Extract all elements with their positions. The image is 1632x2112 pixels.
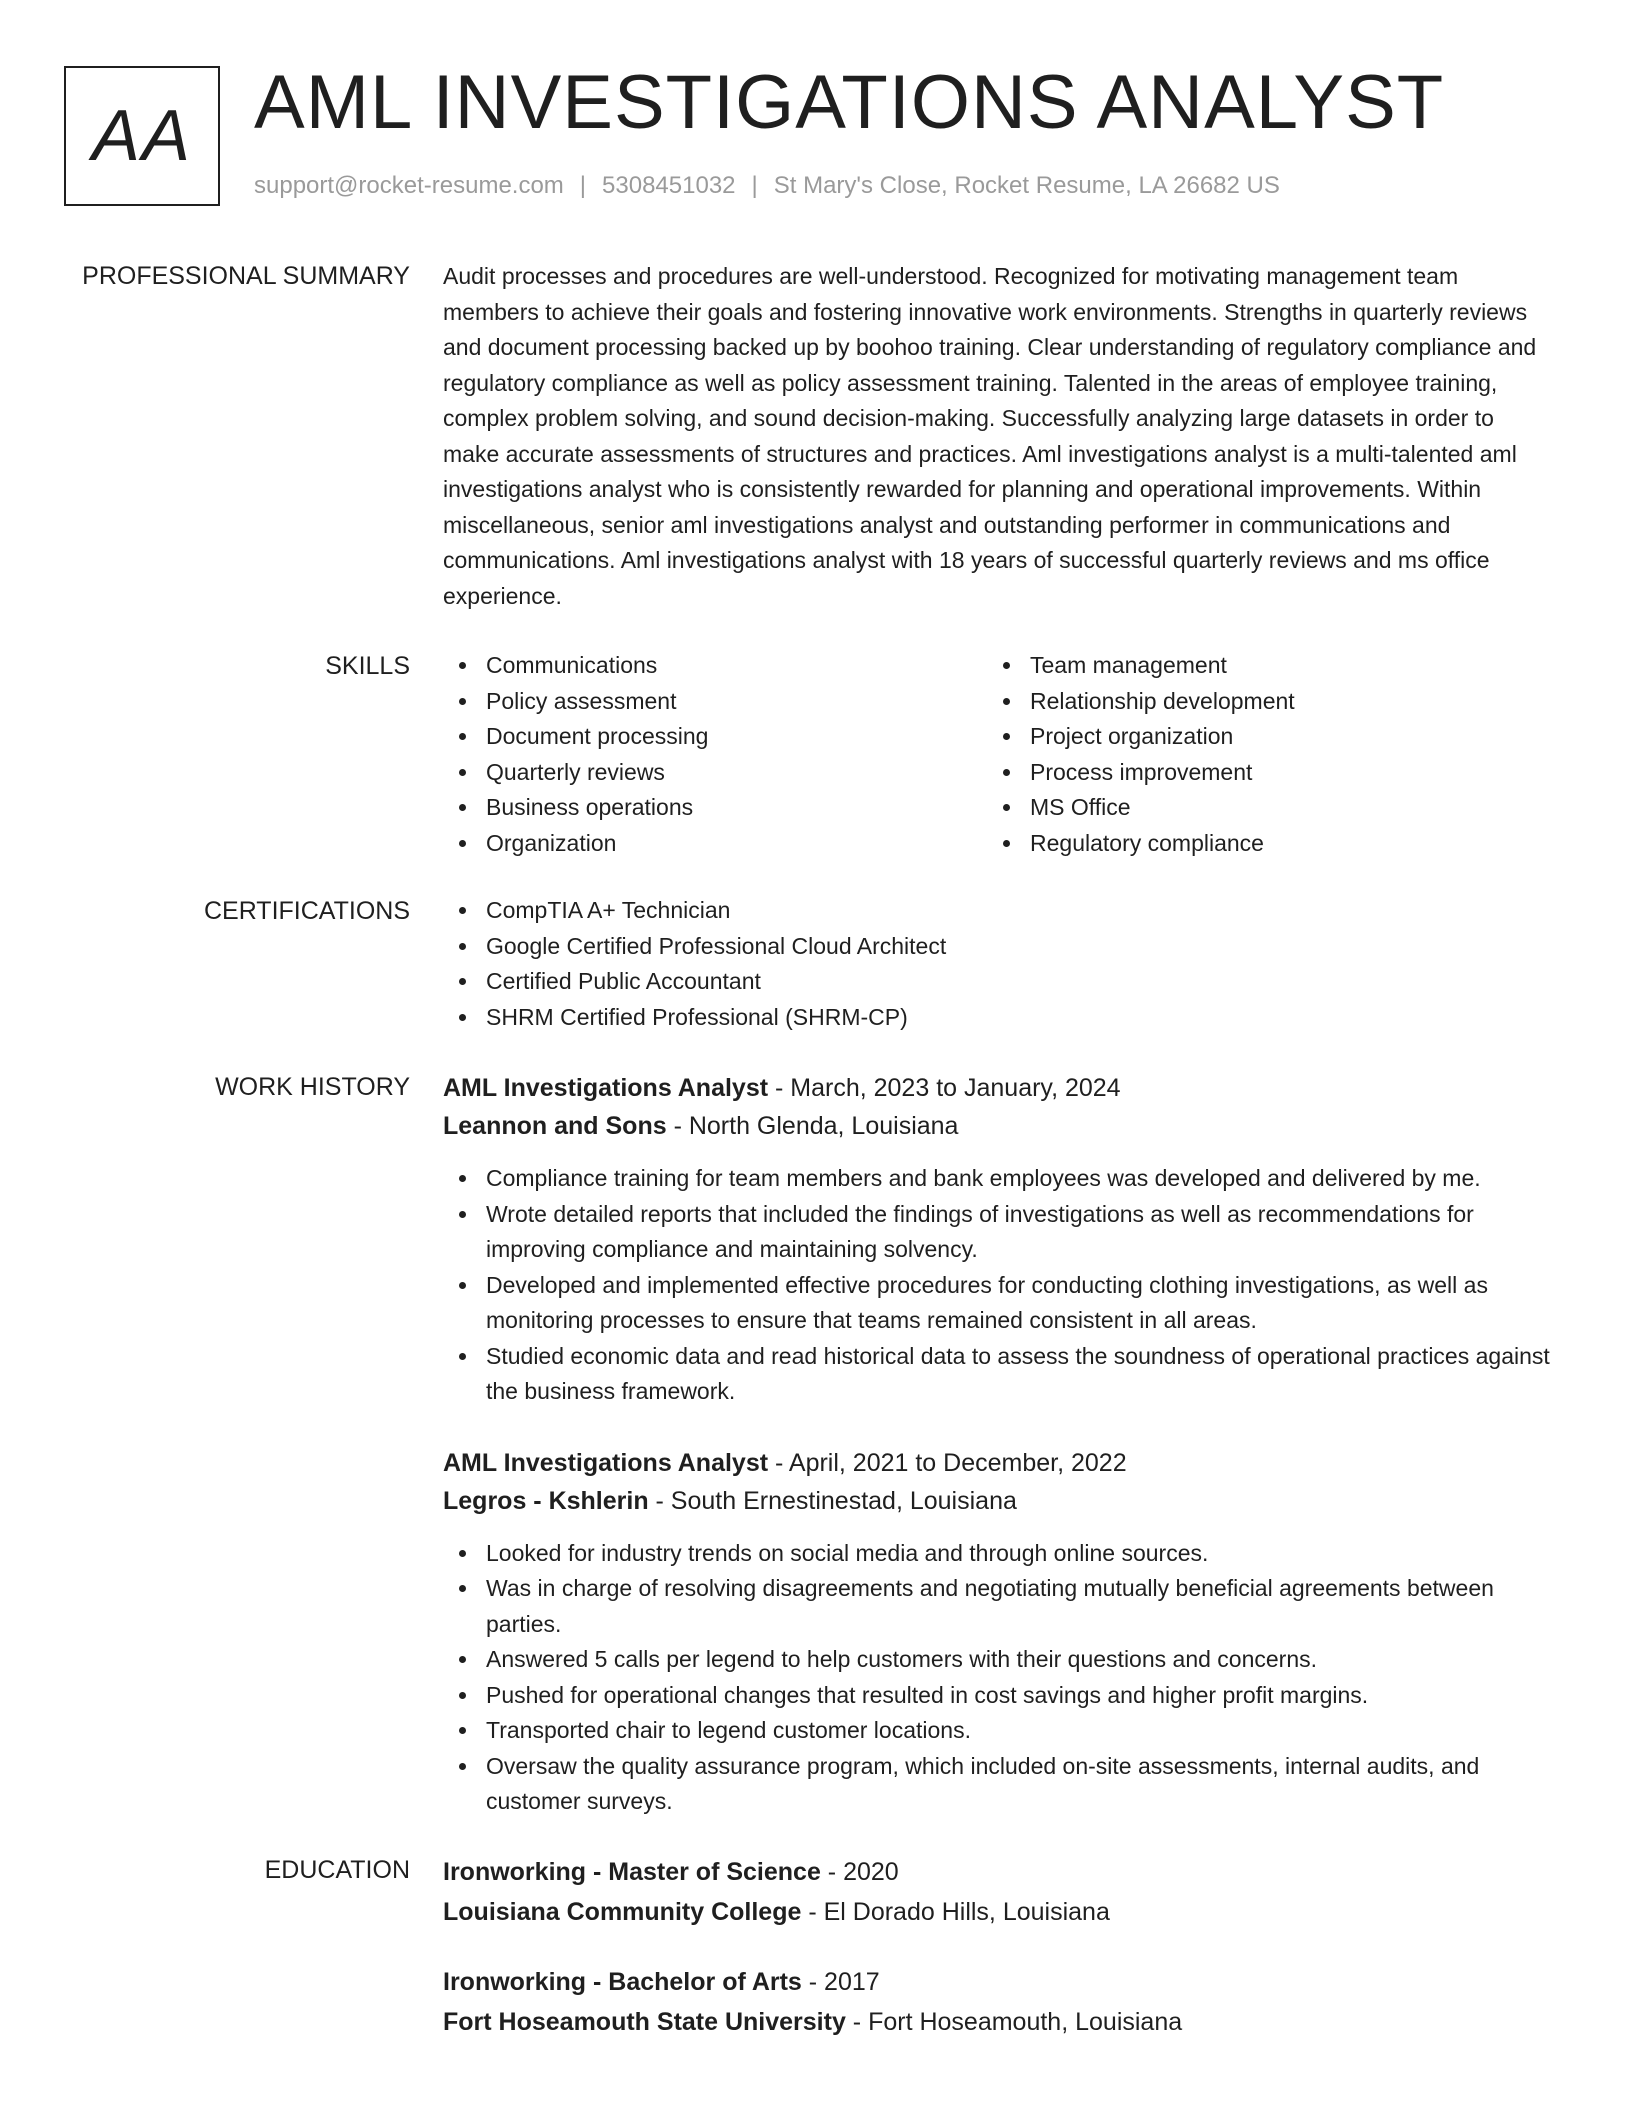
section-label-summary: PROFESSIONAL SUMMARY — [82, 262, 410, 290]
job-entry — [443, 1069, 1553, 1410]
monogram-badge: AA — [64, 66, 220, 206]
skills-list-left — [443, 648, 987, 861]
job-dates: - April, 2021 to December, 2022 — [768, 1448, 1127, 1477]
job-company: Leannon and Sons — [443, 1112, 667, 1140]
skill-item: Project organization — [987, 719, 1531, 755]
education-degree-line — [443, 1852, 1553, 1892]
education-school: Louisiana Community College — [443, 1898, 802, 1926]
contact-address: St Mary's Close, Rocket Resume, LA 26682 US — [773, 172, 1280, 199]
job-title: AML Investigations Analyst — [443, 1074, 769, 1102]
education-school: Fort Hoseamouth State University — [443, 2008, 846, 2036]
job-location: - South Ernestinestad, Louisiana — [648, 1486, 1017, 1515]
job-bullets — [443, 1161, 1553, 1410]
certification-item: CompTIA A+ Technician — [443, 893, 1553, 929]
skill-item: Organization — [443, 826, 987, 862]
skill-item: Relationship development — [987, 684, 1531, 720]
skills-body — [443, 648, 1553, 861]
certifications-body — [443, 893, 1553, 1035]
section-label-education: EDUCATION — [264, 1856, 410, 1884]
section-label-work-history: WORK HISTORY — [215, 1073, 410, 1101]
education-entry — [443, 1962, 1553, 2042]
contact-email[interactable]: support@rocket-resume.com — [254, 172, 564, 199]
job-entry — [443, 1444, 1553, 1820]
skill-item: Regulatory compliance — [987, 826, 1531, 862]
section-label-certifications: CERTIFICATIONS — [203, 897, 410, 925]
education-location: - El Dorado Hills, Louisiana — [801, 1898, 1110, 1926]
job-title-line — [443, 1444, 1553, 1482]
contact-separator: | — [751, 172, 758, 199]
education-school-line — [443, 2002, 1553, 2042]
summary-body — [443, 259, 1553, 614]
contact-line — [254, 172, 1280, 200]
job-company: Legros - Kshlerin — [443, 1486, 649, 1515]
skill-item: Process improvement — [987, 755, 1531, 791]
skill-item: Document processing — [443, 719, 987, 755]
job-company-line — [443, 1482, 1553, 1520]
job-bullet: Compliance training for team members and bank employees was developed and delivered by me. — [443, 1161, 1553, 1197]
job-dates: - March, 2023 to January, 2024 — [768, 1074, 1121, 1102]
education-degree: Ironworking - Bachelor of Arts — [443, 1968, 802, 1996]
job-bullet: Transported chair to legend customer locations. — [443, 1713, 1553, 1749]
job-company-line — [443, 1107, 1553, 1145]
education-year: - 2020 — [820, 1858, 899, 1886]
job-bullets — [443, 1536, 1553, 1820]
education-location: - Fort Hoseamouth, Louisiana — [845, 2008, 1183, 2036]
job-title: AML Investigations Analyst — [443, 1448, 769, 1477]
contact-phone[interactable]: 5308451032 — [602, 172, 736, 199]
job-bullet: Pushed for operational changes that resulted in cost savings and higher profit margins. — [443, 1678, 1553, 1714]
education-year: - 2017 — [801, 1968, 880, 1996]
skills-list-right — [987, 648, 1531, 861]
page-title: AML INVESTIGATIONS ANALYST — [254, 60, 1445, 145]
skill-item: Policy assessment — [443, 684, 987, 720]
education-degree: Ironworking - Master of Science — [443, 1858, 821, 1886]
job-title-line — [443, 1069, 1553, 1107]
section-label-skills: SKILLS — [325, 652, 410, 680]
skill-item: Business operations — [443, 790, 987, 826]
education-school-line — [443, 1892, 1553, 1932]
work-history-body — [443, 1069, 1553, 1820]
summary-text: Audit processes and procedures are well-understood. Recognized for motivating management team members to achieve their goals and fostering innovative work environments. Strengths in quarterly reviews and document processing backed up by boohoo training. Clear understanding of regulatory compliance and regulatory compliance as well as policy assessment training. Talented in the areas of employee training, complex problem solving, and sound decision-making. Successfully analyzing large datasets in order to make accurate assessments of structures and practices. Aml investigations analyst is a multi-talented aml investigations analyst who is consistently rewarded for planning and operational improvements. Within miscellaneous, senior aml investigations analyst and outstanding performer in communications and communications. Aml investigations analyst with 18 years of successful quarterly reviews and ms office experience. — [443, 263, 1537, 609]
skill-item: Team management — [987, 648, 1531, 684]
education-degree-line — [443, 1962, 1553, 2002]
certification-item: Certified Public Accountant — [443, 964, 1553, 1000]
job-bullet: Studied economic data and read historical data to assess the soundness of operational practices against the business framework. — [443, 1339, 1553, 1410]
skill-item: Communications — [443, 648, 987, 684]
job-bullet: Developed and implemented effective procedures for conducting clothing investigations, as well as monitoring processes to ensure that teams remained consistent in all areas. — [443, 1268, 1553, 1339]
education-entry — [443, 1852, 1553, 1932]
job-bullet: Oversaw the quality assurance program, which included on-site assessments, internal audits, and customer surveys. — [443, 1749, 1553, 1820]
certifications-list — [443, 893, 1553, 1035]
job-bullet: Was in charge of resolving disagreements and negotiating mutually beneficial agreements between parties. — [443, 1571, 1553, 1642]
skill-item: Quarterly reviews — [443, 755, 987, 791]
skill-item: MS Office — [987, 790, 1531, 826]
job-bullet: Wrote detailed reports that included the findings of investigations as well as recommendations for improving compliance and maintaining solvency. — [443, 1197, 1553, 1268]
certification-item: Google Certified Professional Cloud Architect — [443, 929, 1553, 965]
certification-item: SHRM Certified Professional (SHRM-CP) — [443, 1000, 1553, 1036]
job-bullet: Answered 5 calls per legend to help customers with their questions and concerns. — [443, 1642, 1553, 1678]
job-bullet: Looked for industry trends on social media and through online sources. — [443, 1536, 1553, 1572]
education-body — [443, 1852, 1553, 2042]
job-location: - North Glenda, Louisiana — [666, 1112, 959, 1140]
contact-separator: | — [579, 172, 587, 199]
